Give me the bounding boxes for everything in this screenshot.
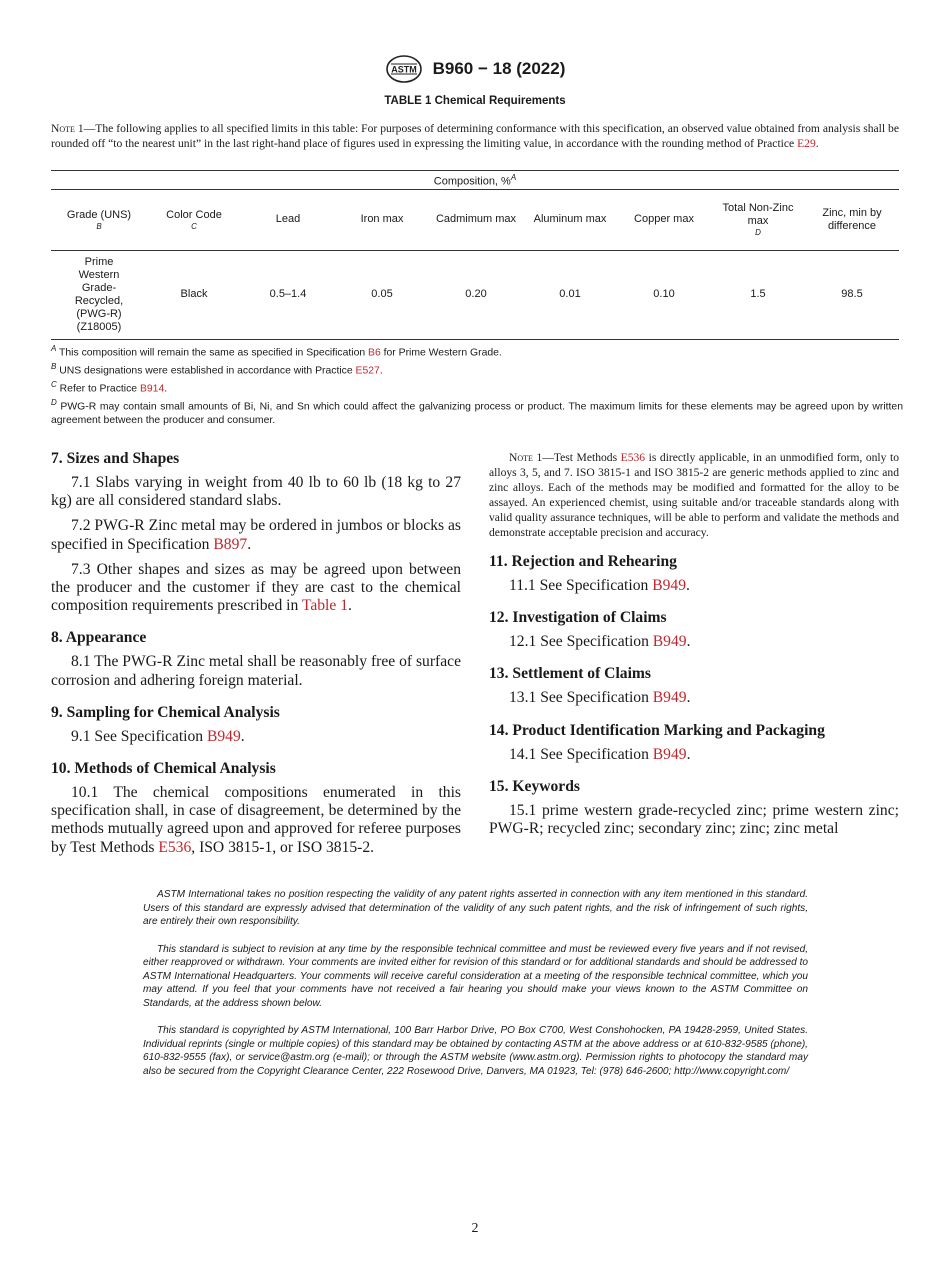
paragraph: 9.1 See Specification B949. <box>71 727 245 745</box>
section-heading: 14. Product Identification Marking and Packaging <box>489 721 825 739</box>
table-note: Note 1—The following applies to all specified limits in this table: For purposes of determining conformance with this specification, an observed value obtained from analysis shall be rounded off “to the nearest unit” in the last right-hand place of figures used in expressing the limiting value, in accordance with the rounding method of Practice E29. <box>51 122 900 150</box>
section-14 <box>489 722 899 764</box>
paragraph: 12.1 See Specification B949. <box>509 633 691 651</box>
page-header <box>0 54 950 84</box>
table-caption: TABLE 1 Chemical Requirements <box>384 95 566 107</box>
cell-iron: 0.05 <box>335 250 429 339</box>
footnote: $^B$ UNS designations were established in accordance with Practice E527. <box>51 362 383 377</box>
section-15 <box>489 778 899 838</box>
ref-link-b949[interactable]: B949 <box>206 727 241 745</box>
right-column <box>489 450 899 852</box>
section-11 <box>489 553 899 595</box>
section-10 <box>51 760 461 857</box>
ref-link-e536[interactable]: E536 <box>620 451 646 464</box>
cell-lead: 0.5–1.4 <box>241 250 335 339</box>
paragraph: 7.2 PWG-R Zinc metal may be ordered in jumbos or blocks as specified in Specification B897. <box>51 517 461 553</box>
section-7 <box>51 450 461 615</box>
paragraph: 8.1 The PWG-R Zinc metal shall be reasonably free of surface corrosion and adhering foreign material. <box>51 653 461 689</box>
section-heading: 15. Keywords <box>489 777 580 795</box>
column-header: Lead <box>241 189 335 250</box>
cell-grade: Prime Western Grade-Recycled, (PWG-R) (Z18005) <box>51 250 147 339</box>
section-13 <box>489 665 899 707</box>
section-heading: 9. Sampling for Chemical Analysis <box>51 703 280 721</box>
column-header: Aluminum max <box>523 189 617 250</box>
paragraph: 13.1 See Specification B949. <box>509 689 691 707</box>
column-header: Cadmimum max <box>429 189 523 250</box>
note-label: Note 1 <box>51 122 84 135</box>
astm-logo-icon <box>385 54 423 84</box>
footnote: $^C$ Refer to Practice B914. <box>51 380 168 395</box>
table-footnotes <box>51 342 903 428</box>
paragraph: 14.1 See Specification B949. <box>509 745 691 763</box>
composition-header: Composition, %$^A$ <box>51 171 899 190</box>
legal-paragraph: This standard is copyrighted by ASTM International, 100 Barr Harbor Drive, PO Box C700, West Conshohocken, PA 19428-2959, United States. Individual reprints (single or multiple copies) of this standard may be obtained by contacting ASTM at the above address or at 610-832-9585 (phone), 610-832-9555 (fax), or service@astm.org (e-mail); or through the ASTM website (www.astm.org). Permission rights to photocopy the standard may also be secured from the Copyright Clearance Center, 222 Rosewood Drive, Danvers, MA 01923, Tel: (978) 646-2600; http://www.copyright.com/ <box>143 1025 808 1077</box>
ref-link-e536[interactable]: E536 <box>158 838 192 856</box>
column-header: Color Code C <box>147 189 241 250</box>
cell-cadmium: 0.20 <box>429 250 523 339</box>
column-header: Iron max <box>335 189 429 250</box>
legal-paragraph: ASTM International takes no position respecting the validity of any patent rights asserted in connection with any item mentioned in this standard. Users of this standard are expressly advised that determination of the validity of any such patent rights, and the risk of infringement of such rights, are entirely their own responsibility. <box>143 889 808 927</box>
column-header: Copper max <box>617 189 711 250</box>
paragraph: 7.3 Other shapes and sizes as may be agreed upon between the producer and the customer if they are cast to the chemical composition requirements prescribed in Table 1. <box>51 560 461 615</box>
table-row <box>51 250 899 339</box>
section-9 <box>51 704 461 746</box>
cell-aluminum: 0.01 <box>523 250 617 339</box>
table-header-row <box>51 189 899 250</box>
ref-link-b949[interactable]: B949 <box>652 689 687 707</box>
section-heading: 11. Rejection and Rehearing <box>489 553 677 570</box>
legal-paragraph: This standard is subject to revision at any time by the responsible technical committee and must be reviewed every five years and if not revised, either reapproved or withdrawn. Your comments are invited either for revision of this standard or for additional standards and should be addressed to ASTM International Headquarters. Your comments will receive careful consideration at a meeting of the responsible technical committee, which you may attend. If you feel that your comments have not received a fair hearing you should make your views known to the ASTM Committee on Standards, at the address shown below. <box>143 943 808 1009</box>
section-heading: 7. Sizes and Shapes <box>51 450 180 467</box>
document-designation: B960 − 18 (2022) <box>432 59 566 78</box>
column-header: Zinc, min by difference <box>805 189 899 250</box>
cell-color: Black <box>147 250 241 339</box>
ref-link-b6[interactable]: B6 <box>368 347 381 359</box>
left-column <box>51 450 461 871</box>
footnote: $^D$ PWG-R may contain small amounts of Bi, Ni, and Sn which could affect the galvanizing process or product. The maximum limits for these elements may be agreed upon by written agreement between the producer and consumer. <box>51 398 903 427</box>
paragraph: 7.1 Slabs varying in weight from 40 lb to 60 lb (18 kg to 27 kg) are all considered standard slabs. <box>51 474 461 510</box>
section-8 <box>51 629 461 689</box>
section-12 <box>489 609 899 651</box>
legal-notice <box>143 888 808 1092</box>
ref-link-b949[interactable]: B949 <box>652 633 687 651</box>
section-heading: 8. Appearance <box>51 629 147 647</box>
page-number: 2 <box>471 1221 479 1236</box>
ref-link-b897[interactable]: B897 <box>213 535 248 553</box>
paragraph: 15.1 prime western grade-recycled zinc; prime western zinc; PWG-R; recycled zinc; secondary zinc; zinc; zinc metal <box>489 801 899 838</box>
logo-text: ASTM <box>390 64 417 75</box>
cell-copper: 0.10 <box>617 250 711 339</box>
ref-link-table-1[interactable]: Table 1 <box>301 597 348 615</box>
note-text: —The following applies to all specified limits in this table: For purposes of determining conformance with this specification, an observed value obtained from analysis shall be rounded off “to the nearest unit” in the last right-hand place of figures used in expressing the limiting value, in accordance with the rounding method of Practice <box>51 122 900 150</box>
cell-total-non-zinc: 1.5 <box>711 250 805 339</box>
section-heading: 10. Methods of Chemical Analysis <box>51 760 276 778</box>
paragraph: 11.1 See Specification B949. <box>509 577 690 594</box>
paragraph: 10.1 The chemical compositions enumerated in this specification shall, in case of disagreement, be determined by the methods mutually agreed upon and approved for referee purposes by Test Methods E536, ISO 3815-1, or ISO 3815-2. <box>51 784 461 856</box>
ref-link-e29[interactable]: E29 <box>797 137 816 150</box>
column-header: Total Non-Zinc max D <box>711 189 805 250</box>
chemical-requirements-table <box>51 170 899 340</box>
section-heading: 13. Settlement of Claims <box>489 665 651 683</box>
method-note: Note 1—Test Methods E536 is directly applicable, in an unmodified form, only to alloys 3, 5, and 7. ISO 3815-1 and ISO 3815-2 are generic methods applied to zinc and zinc alloys. Each of the methods may be modified and formatted for the alloy to be assayed. An experienced chemist, using suitable and/or traceable standards along with valid quality assurance techniques, will be able to perform and validate the methods and demonstrate acceptable precision and accuracy. <box>489 451 899 539</box>
ref-link-b949[interactable]: B949 <box>652 577 686 594</box>
ref-link-b949[interactable]: B949 <box>652 745 687 763</box>
column-header: Grade (UNS) B <box>51 189 147 250</box>
footnote: $^A$ This composition will remain the same as specified in Specification B6 for Prime Western Grade. <box>51 344 502 359</box>
section-heading: 12. Investigation of Claims <box>489 609 667 627</box>
ref-link-b914[interactable]: B914 <box>139 383 165 395</box>
cell-zinc: 98.5 <box>805 250 899 339</box>
ref-link-e527[interactable]: E527 <box>355 365 380 377</box>
